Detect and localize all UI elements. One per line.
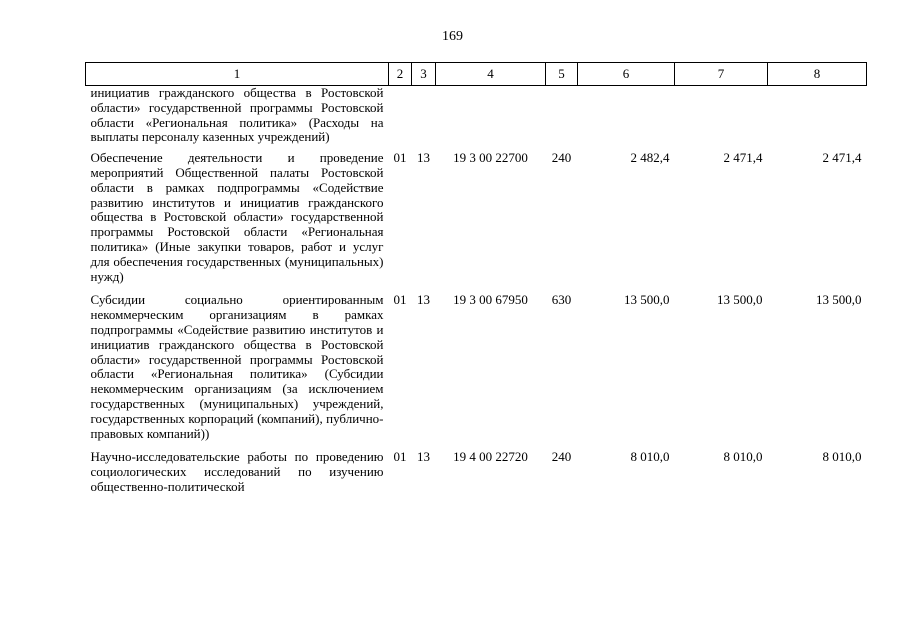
row-expense-type	[546, 86, 578, 146]
row-amount-2: 2 471,4	[723, 150, 763, 166]
page-number: 169	[442, 29, 463, 44]
row-section: 01	[393, 292, 407, 308]
header-col-7: 7	[675, 63, 768, 86]
row-target-code: 19 3 00 67950	[453, 292, 528, 308]
row-expense-type: 240	[551, 150, 572, 166]
header-col-4: 4	[436, 63, 546, 86]
row-amount-3: 2 471,4	[822, 150, 862, 166]
header-col-3: 3	[412, 63, 436, 86]
row-amount-1: 8 010,0	[630, 449, 670, 465]
row-amount-1: 13 500,0	[624, 292, 670, 308]
row-amount-2	[675, 86, 768, 146]
row-subsection: 13	[417, 449, 430, 465]
row-subsection: 13	[417, 150, 430, 166]
row-description: инициатив гражданского общества в Ростовской области» государственной программы Ростовской области «Региональная политика» (Расходы на выплаты персоналу казенных учреждений)	[90, 85, 384, 145]
table-row	[86, 444, 867, 497]
table-row	[86, 287, 867, 444]
row-amount-2: 13 500,0	[717, 292, 763, 308]
row-section	[389, 86, 412, 146]
row-section: 01	[393, 150, 407, 166]
row-target-code	[436, 86, 546, 146]
row-amount-2: 8 010,0	[723, 449, 763, 465]
row-expense-type: 630	[551, 292, 572, 308]
header-col-2: 2	[389, 63, 412, 86]
header-col-1: 1	[86, 63, 389, 86]
row-amount-3: 13 500,0	[816, 292, 862, 308]
row-subsection	[412, 86, 436, 146]
header-col-6: 6	[578, 63, 675, 86]
row-amount-3: 8 010,0	[822, 449, 862, 465]
row-target-code: 19 4 00 22720	[453, 449, 528, 465]
row-amount-1: 2 482,4	[630, 150, 670, 166]
row-description: Субсидии социально ориентированным некоммерческим организациям в рамках подпрограммы «Содействие развитию институтов и инициатив гражданского общества в Ростовской области» государственной программы Ростовской области «Региональная политика» (Субсидии некоммерческим организациям (за исключением государственных (муниципальных) учреждений, государственных корпораций (компаний), публично-правовых компаний))	[90, 292, 384, 441]
table-row	[86, 86, 867, 146]
row-subsection: 13	[417, 292, 430, 308]
table-header-row	[86, 63, 867, 86]
header-col-8: 8	[768, 63, 867, 86]
row-amount-1	[578, 86, 675, 146]
row-section: 01	[393, 449, 407, 465]
budget-table	[85, 62, 867, 498]
row-amount-3	[768, 86, 867, 146]
row-target-code: 19 3 00 22700	[453, 150, 528, 166]
row-description: Научно-исследовательские работы по проведению социологических исследований по изучению общественно-политической	[90, 449, 384, 494]
header-col-5: 5	[546, 63, 578, 86]
table-row	[86, 145, 867, 287]
row-description: Обеспечение деятельности и проведение мероприятий Общественной палаты Ростовской области в рамках подпрограммы «Содействие развитию институтов и инициатив гражданского общества в Ростовской области» государственной программы Ростовской области «Региональная политика» (Иные закупки товаров, работ и услуг для обеспечения государственных (муниципальных) нужд)	[90, 150, 384, 284]
row-expense-type: 240	[551, 449, 572, 465]
